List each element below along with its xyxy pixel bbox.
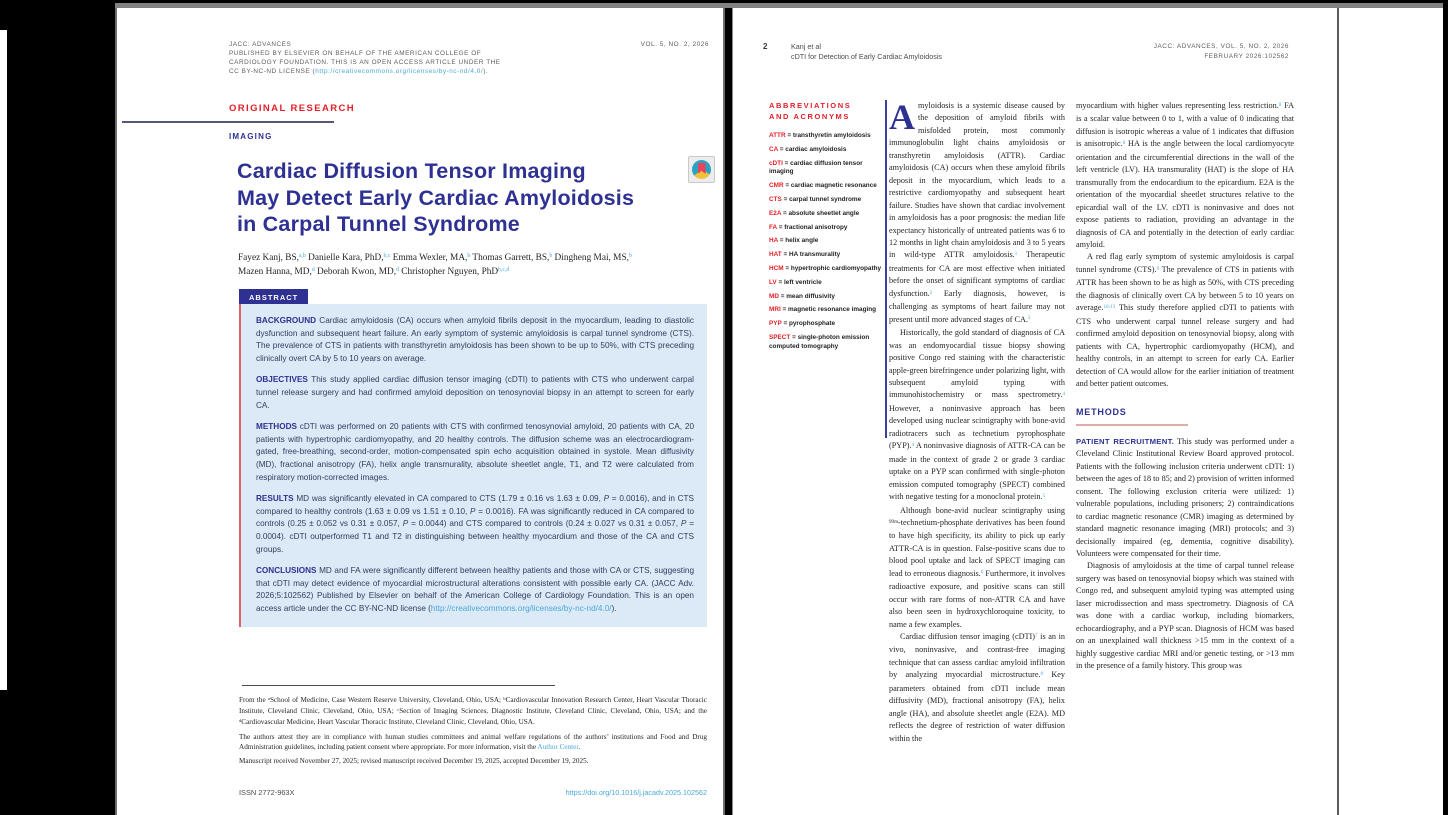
license-line[interactable]: CC BY-NC-ND LICENSE (http://creativecommons.org/licenses/by-nc-nd/4.0/). <box>229 68 489 75</box>
abbreviation-key: HCM <box>769 264 784 272</box>
abbreviation-key: ATTR <box>769 132 786 139</box>
abstract-section-text: cDTI was performed on 20 patients with CTS with confirmed tenosynovial amyloid, 20 patients with CA, 20 patients with hypertrophic cardiomyopathy, and 20 healthy controls. The diffusion scheme was an electrocardiogram-gated, free-breathing, second-order, motion-compensated spin echo acquisition obtained in systole. Mean diffusivity (MD), fractional anisotropy (FA), helix angle transmurality, absolute sheetlet angle, T1, and T2 were calculated from respiratory motion-corrected images. <box>256 422 694 482</box>
viewer-right-edge <box>1443 0 1448 815</box>
abbreviation-entry <box>769 132 887 141</box>
kicker-rule <box>122 121 334 123</box>
abbreviation-entry <box>769 293 887 302</box>
author-line-1: Fayez Kanj, BS,$^{a,b}$ Danielle Kara, PhD,$^{b,c}$ Emma Wexler, MA,$^b$ Thomas Garrett, BS,$^b$ Dingheng Mai, MS,$^b$ <box>238 253 632 263</box>
body-paragraph <box>889 327 1065 504</box>
abbreviation-key: MRI <box>769 306 781 314</box>
abbreviation-value: = mean diffusivity <box>778 292 835 300</box>
abbreviation-value: = HA transmurality <box>781 251 841 259</box>
abbreviation-entry <box>769 306 887 315</box>
running-issue-line: FEBRUARY 2026:102562 <box>1204 53 1289 60</box>
abbreviation-value: = helix angle <box>778 237 819 245</box>
body-paragraph <box>889 505 1065 632</box>
footnote-paragraph: From the $^a$School of Medicine, Case Western Reserve University, Cleveland, Ohio, USA; $^b$Cardiovascular Innovation Research Center, Heart Vascular Thoracic Institute, Cleveland Clinic, Cleveland, Ohio, USA; $^c$Section of Imaging Sciences, Diagnostic Institute, Cleveland Clinic, Cleveland, Ohio, USA; and the $^d$Cardiovascular Medicine, Heart Vascular Thoracic Institute, Cleveland Clinic, Cleveland, Ohio, USA. <box>239 696 707 726</box>
body-paragraph <box>889 631 1065 745</box>
sidebar-divider <box>885 100 887 438</box>
abbreviation-key: SPECT <box>769 333 791 341</box>
issn-number: ISSN 2772-963X <box>239 788 295 797</box>
abbreviation-value: = cardiac amyloidosis <box>778 145 847 153</box>
abbreviation-entry <box>769 251 887 260</box>
paragraph-text: Although bone-avid nuclear scintigraphy using $^{99m}$-technetium-phosphate derivatives has been found to have high specificity, its ability to pick up early ATTR-CA is in question. False-positive scans due to blood pool uptake and lack of SPECT imaging can lead to erroneous diagnosis.$^6$ Furthermore, it involves radioactive exposure, and positive scans can still occur with rare forms of non-ATTR CA and have also been seen in hydroxychloroquine toxicity, to name a few examples. <box>889 505 1065 629</box>
methods-section-heading: METHODS <box>1076 407 1127 418</box>
journal-masthead <box>229 40 501 76</box>
abstract-section-text: This study applied cardiac diffusion tensor imaging (cDTI) to patients with CTS who underwent carpal tunnel release surgery and had confirmed amyloid deposition on tenosynovial biopsy in an attempt to screen for early CA. <box>256 375 694 410</box>
next-page-edge <box>1339 8 1443 815</box>
abbreviation-key: PYP <box>769 320 782 328</box>
page-1 <box>115 8 725 815</box>
body-paragraph <box>1076 251 1294 390</box>
abbreviation-entry <box>769 265 887 274</box>
running-journal-line: JACC: ADVANCES, VOL. 5, NO. 2, 2026 <box>1153 43 1289 50</box>
abbreviation-key: CMR <box>769 182 784 190</box>
publisher-line-2: CARDIOLOGY FOUNDATION. THIS IS AN OPEN ACCESS ARTICLE UNDER THE <box>229 59 501 66</box>
page-number: 2 <box>763 42 768 51</box>
running-authors: Kanj et al <box>791 42 821 51</box>
abbreviation-value: = hypertrophic cardiomyopathy <box>783 264 882 272</box>
body-column-1 <box>889 97 1065 745</box>
crossmark-badge-icon[interactable] <box>688 156 715 183</box>
abbreviation-value: = pyrophosphate <box>781 320 836 328</box>
abbreviation-value: = cardiac magnetic resonance <box>783 182 877 190</box>
abbreviation-value: = magnetic resonance imaging <box>780 306 877 314</box>
article-title <box>237 158 697 238</box>
abstract-section-label: OBJECTIVES <box>256 375 308 385</box>
abbreviation-value: = absolute sheetlet angle <box>781 209 860 217</box>
doi-link[interactable]: https://doi.org/10.1016/j.jacadv.2025.102562 <box>565 788 707 797</box>
abbreviation-entry <box>769 146 887 155</box>
abbreviation-entry <box>769 320 887 329</box>
paragraph-text: myocardium with higher values representing less restriction.$^8$ FA is a scalar value between 0 to 1, with a value of 0 indicating that diffusion is isotropic whereas a value of 1 indicates that diffusion is anisotropic.$^8$ HA is the angle between the local cardiomyocyte orientation and the circumferential directions in the wall of the left ventricle (LV). HA transmurality (HAT) is the slope of HA transmurally from the endocardium to the epicardium. E2A is the orientation of the myocardial sheetlet structures relative to the epicardial wall of the LV. cDTI is noninvasive and does not expose patients to radiation, providing an advantage in the diagnosis of CA and potentially in the detection of early cardiac amyloid. <box>1076 101 1295 249</box>
footnotes <box>239 695 707 770</box>
abstract-section-label: METHODS <box>256 422 297 432</box>
title-line-2: May Detect Early Cardiac Amyloidosis <box>237 185 635 210</box>
abbreviation-key: LV <box>769 278 777 286</box>
abbreviation-entry <box>769 196 887 205</box>
abstract-section-text: Cardiac amyloidosis (CA) occurs when amyloid fibrils deposit in the myocardium, leading to diastolic dysfunction and subsequent heart failure. An early symptom of systemic amyloidosis is carpal tunnel syndrome (CTS). The prevalence of CTS in patients with transthyretin amyloidosis has been shown to be up to 50%, with CTS preceding clinically overt CA by 5 to 10 years on average. <box>256 316 694 363</box>
page-2 <box>732 8 1339 815</box>
crossmark-circle-icon <box>692 160 711 179</box>
abstract-section-text: MD and FA were significantly different between healthy patients and those with CA or CTS, suggesting that cDTI may detect evidence of myocardial microstructural alterations consistent with possible early CA. (JACC Adv. 2026;5:102562) Published by Elsevier on behalf of the American College of Cardiology Foundation. This is an open access article under the CC BY-NC-ND license (http://creativecommons.org/licenses/by-nc-nd/4.0/). <box>256 566 694 613</box>
abbreviation-entry <box>769 160 887 178</box>
abbreviation-key: MD <box>769 292 779 300</box>
abstract-section <box>256 374 694 412</box>
paragraph-text: PATIENT RECRUITMENT. This study was performed under a Cleveland Clinic Institutional Review Board approved protocol. Patients with the following inclusion criteria underwent cDTI: 1) between the ages of 18 to 85; and 2) provision of written informed consent. The following exclusion criteria were utilized: 1) vulnerable populations, including prisoners; 2) contraindications to cardiac magnetic resonance (CMR) imaging as determined by standard magnetic resonance imaging (MRI) protocols; and 3) decisionally impaired (eg, dementia, cognitive disability). Volunteers were compensated for their time. <box>1076 436 1294 558</box>
footnote-paragraph: Manuscript received November 27, 2025; revised manuscript received December 19, 2025, accepted December 19, 2025. <box>239 757 589 765</box>
paragraph-text: Cardiac diffusion tensor imaging (cDTI)$^7$ is an in vivo, noninvasive, and contrast-free imaging technique that can assess cardiac amyloid infiltration by analyzing myocardial microstructure.$^8$ Key parameters obtained from cDTI include mean diffusivity (MD), fractional anisotropy (FA), helix angle (HA), and absolute sheetlet angle (E2A). MD reflects the degree of restriction of water diffusion within the <box>889 632 1065 743</box>
abbreviation-value: = left ventricle <box>776 278 822 286</box>
abbreviation-entry <box>769 224 887 233</box>
footnote-paragraph: The authors attest they are in compliance with human studies committees and animal welfare regulations of the authors’ institutions and Food and Drug Administration guidelines, including patient consent where appropriate. For more information, visit the Author Center. <box>239 733 707 751</box>
section-category-label: IMAGING <box>229 132 273 141</box>
abbreviation-value: = transthyretin amyloidosis <box>785 132 871 139</box>
running-title: cDTI for Detection of Early Cardiac Amyloidosis <box>791 52 942 61</box>
abstract-section-text: MD was significantly elevated in CA compared to CTS (1.79 ± 0.16 vs 1.63 ± 0.09, P = 0.0016), and in CTS compared to healthy controls (1.63 ± 0.09 vs 1.51 ± 0.10, P = 0.0016). FA was significantly reduced in CA compared to controls (0.25 ± 0.052 vs 0.31 ± 0.057, P = 0.0044) and CTS compared to controls (0.24 ± 0.027 vs 0.31 ± 0.057, P = 0.0004). cDTI outperformed T1 and T2 in distinguishing between healthy myocardium and those of the CA and CTS groups. <box>256 494 695 554</box>
publisher-line-1: PUBLISHED BY ELSEVIER ON BEHALF OF THE AMERICAN COLLEGE OF <box>229 50 482 57</box>
abstract-section <box>256 421 694 484</box>
abstract-section <box>256 315 694 365</box>
author-list <box>238 252 708 279</box>
abbreviation-entry <box>769 279 887 288</box>
abstract-label: ABSTRACT <box>239 287 308 306</box>
issn-doi-row <box>239 788 707 797</box>
abbreviation-entry <box>769 334 887 352</box>
abstract-section-label: BACKGROUND <box>256 316 317 325</box>
methods-heading-rule <box>1076 424 1188 426</box>
abbreviation-key: E2A <box>769 209 782 217</box>
abbreviation-key: cDTI <box>769 159 783 167</box>
paragraph-text: Diagnosis of amyloidosis at the time of carpal tunnel release surgery was based on tenosynovial biopsy which was stained with Congo red, and subsequent amyloid typing was attempted using laser microdissection and mass spectrometry. Diagnosis of CA was done with a cardiac workup, including biomarkers, echocardiography, and a PYP scan. Diagnosis of HCM was based on an unexplained wall thickness >15 mm in the context of a highly suggestive cardiac MRI and/or genetic testing, or >13 mm in the presence of a family history. This group was <box>1076 561 1294 671</box>
abstract-section-label: CONCLUSIONS <box>256 566 317 576</box>
abbreviation-key: CTS <box>769 195 782 203</box>
body-paragraph <box>1076 560 1294 672</box>
abbreviation-value: = single-photon emission computed tomography <box>769 333 870 350</box>
column-2-intro <box>1076 100 1294 390</box>
paragraph-text: A red flag early symptom of systemic amyloidosis is carpal tunnel syndrome (CTS).$^9$ The prevalence of CTS in patients with ATTR has been shown to be as high as 50%, with CTS preceding the diagnosis of clinically overt CA by between 5 to 10 years on average.$^{10-13}$ This study therefore applied cDTI to patients with CTS who underwent carpal tunnel release surgery and had confirmed amyloid deposition on tenosynovial biopsy, along with patients with CA, hypertrophic cardiomyopathy (HCM), and healthy controls, in an attempt to screen for early CA. Earlier detection of CA would allow for the earlier initiation of treatment and better patient outcomes. <box>1076 252 1294 388</box>
body-paragraph <box>1076 436 1294 561</box>
author-line-2: Mazen Hanna, MD,$^d$ Deborah Kwon, MD,$^d$ Christopher Nguyen, PhD$^{b,c,d}$ <box>238 266 510 277</box>
abbreviation-entry <box>769 237 887 246</box>
abbreviation-key: FA <box>769 223 777 231</box>
title-line-1: Cardiac Diffusion Tensor Imaging <box>237 159 586 183</box>
paragraph-text: myloidosis is a systemic disease caused by the deposition of amyloid fibrils with misfolded protein, most commonly immunoglobulin light chains amyloidosis or transthyretin amyloidosis (ATTR). Cardiac amyloidosis (CA) occurs when these amyloid fibrils deposit in the myocardium, which leads to a restrictive cardiomyopathy and subsequent heart failure. Studies have shown that cardiac involvement in amyloidosis has a poor prognosis: the median life expectancy historically of untreated patients was 6 to 12 months in light chain amyloidosis and 3 to 5 years in wild-type ATTR amyloidosis.$^1$ Therapeutic treatments for CA are most effective when initiated before the onset of significant symptoms of cardiac dysfunction.$^2$ Early diagnosis, however, is challenging as symptoms of heart failure may not present until more advanced stages of CA.$^3$ <box>889 101 1065 324</box>
drop-cap: A <box>889 97 915 137</box>
volume-info: VOL. 5, NO. 2, 2026 <box>640 41 709 48</box>
abbreviation-key: HA <box>769 237 778 245</box>
running-header-left <box>791 42 942 62</box>
methods-section-body <box>1076 436 1294 673</box>
abbreviation-key: HAT <box>769 251 782 259</box>
crossmark-bookmark-icon <box>698 163 706 174</box>
abbreviation-value: = carpal tunnel syndrome <box>781 195 862 203</box>
body-paragraph <box>889 97 1065 327</box>
abbreviation-key: CA <box>769 145 778 153</box>
abbreviation-entry <box>769 182 887 191</box>
running-header-right <box>1154 42 1289 62</box>
abstract-box <box>239 304 707 627</box>
abstract-section <box>256 493 694 556</box>
abbreviations-list <box>769 132 887 357</box>
abstract-section <box>256 565 694 615</box>
previous-page-edge <box>0 30 7 690</box>
abbreviations-heading: ABBREVIATIONS AND ACRONYMS <box>769 101 852 121</box>
paragraph-text: Historically, the gold standard of diagnosis of CA was an endomyocardial tissue biopsy showing positive Congo red staining with the characteristic apple-green birefringence under polarizing light, with subsequent amyloid typing with immunohistochemistry or mass spectrometry.$^4$ However, a noninvasive approach has been developed using nuclear scintigraphy with bone-avid radiotracers such as technetium pyrophosphate (PYP).$^4$ A noninvasive diagnosis of ATTR-CA can be made in the context of grade 2 or grade 3 cardiac uptake on a PYP scan confirmed with single-photon emission computed tomography (SPECT) combined with negative testing for a monoclonal protein.$^5$ <box>889 328 1065 502</box>
journal-name: JACC: ADVANCES <box>229 41 292 48</box>
footnote-rule <box>242 685 555 686</box>
abbreviation-entry <box>769 210 887 219</box>
abbreviation-value: = fractional anisotropy <box>776 223 848 231</box>
body-paragraph <box>1076 100 1294 251</box>
abbreviation-value: = cardiac diffusion tensor imaging <box>769 159 863 176</box>
article-type-label: ORIGINAL RESEARCH <box>229 103 356 114</box>
title-line-3: in Carpal Tunnel Syndrome <box>237 212 520 236</box>
body-column-2 <box>1076 100 1294 672</box>
abstract-section-label: RESULTS <box>256 494 294 504</box>
